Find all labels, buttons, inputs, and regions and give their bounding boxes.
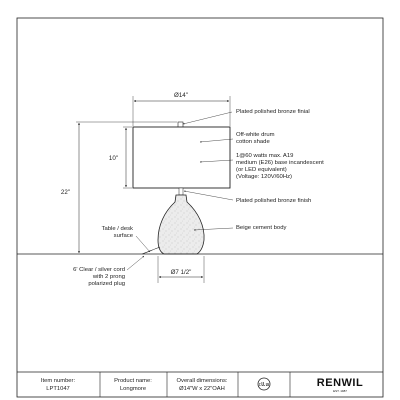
svg-text:Plated polished bronze finish: Plated polished bronze finish (236, 198, 312, 204)
shade-note-line1: Off-white drum (236, 132, 275, 138)
shade-diameter-label: Ø14" (174, 92, 188, 99)
callout-finial (183, 109, 310, 124)
cord-note-line2: with 2 prong (92, 274, 125, 280)
bulb-note-line2: medium (E26) base incandescent (236, 160, 324, 166)
product-name-label: Product name: (114, 378, 152, 384)
lamp-drawing (133, 122, 230, 254)
surface-note-line2: surface (113, 233, 133, 239)
overall-dimensions-value: Ø14"W x 22"OAH (179, 386, 225, 392)
callout-body (194, 225, 286, 231)
shade-height-dimension (109, 127, 132, 188)
cord (142, 247, 160, 254)
base-diameter-dimension (158, 256, 204, 283)
bulb-note-line3: (or LED equivalent) (236, 167, 287, 173)
renwil-logo (317, 377, 363, 393)
callout-cord (73, 256, 144, 287)
lamp-neck (179, 188, 183, 195)
drum-shade (133, 127, 230, 188)
overall-dimensions-label: Overall dimensions: (176, 378, 228, 384)
svg-text:Plated polished bronze finial: Plated polished bronze finial (236, 109, 310, 115)
item-number-value: LPT1047 (46, 386, 70, 392)
callout-surface (102, 226, 150, 252)
overall-height-label: 22" (60, 189, 70, 196)
ul-certification-icon (258, 378, 270, 390)
base-diameter-label: Ø7 1/2" (170, 269, 192, 276)
callout-finish (184, 191, 311, 204)
item-number-label: Item number: (40, 378, 76, 384)
cement-body (158, 195, 204, 254)
bulb-note-line1: 1@60 watts max. A19 (236, 153, 294, 159)
cord-note-line1: 6' Clear / silver cord (73, 267, 125, 273)
shade-height-label: 10" (108, 155, 118, 162)
cord-note-line3: polarized plug (88, 281, 125, 287)
product-name-value: Longmore (119, 386, 147, 392)
brand-name: RENWIL (316, 377, 364, 389)
svg-text:Beige cement body: Beige cement body (236, 225, 287, 231)
shade-note-line2: cotton shade (236, 139, 270, 145)
drawing-border (17, 18, 383, 397)
surface-note-line1: Table / desk (101, 226, 133, 232)
bulb-note-line4: (Voltage: 120V/60Hz) (236, 174, 292, 180)
title-block (17, 372, 383, 397)
brand-established: EST. 1987 (333, 389, 347, 393)
shade-diameter-dimension (133, 92, 230, 126)
ul-mark-text: c UL us (259, 382, 270, 388)
